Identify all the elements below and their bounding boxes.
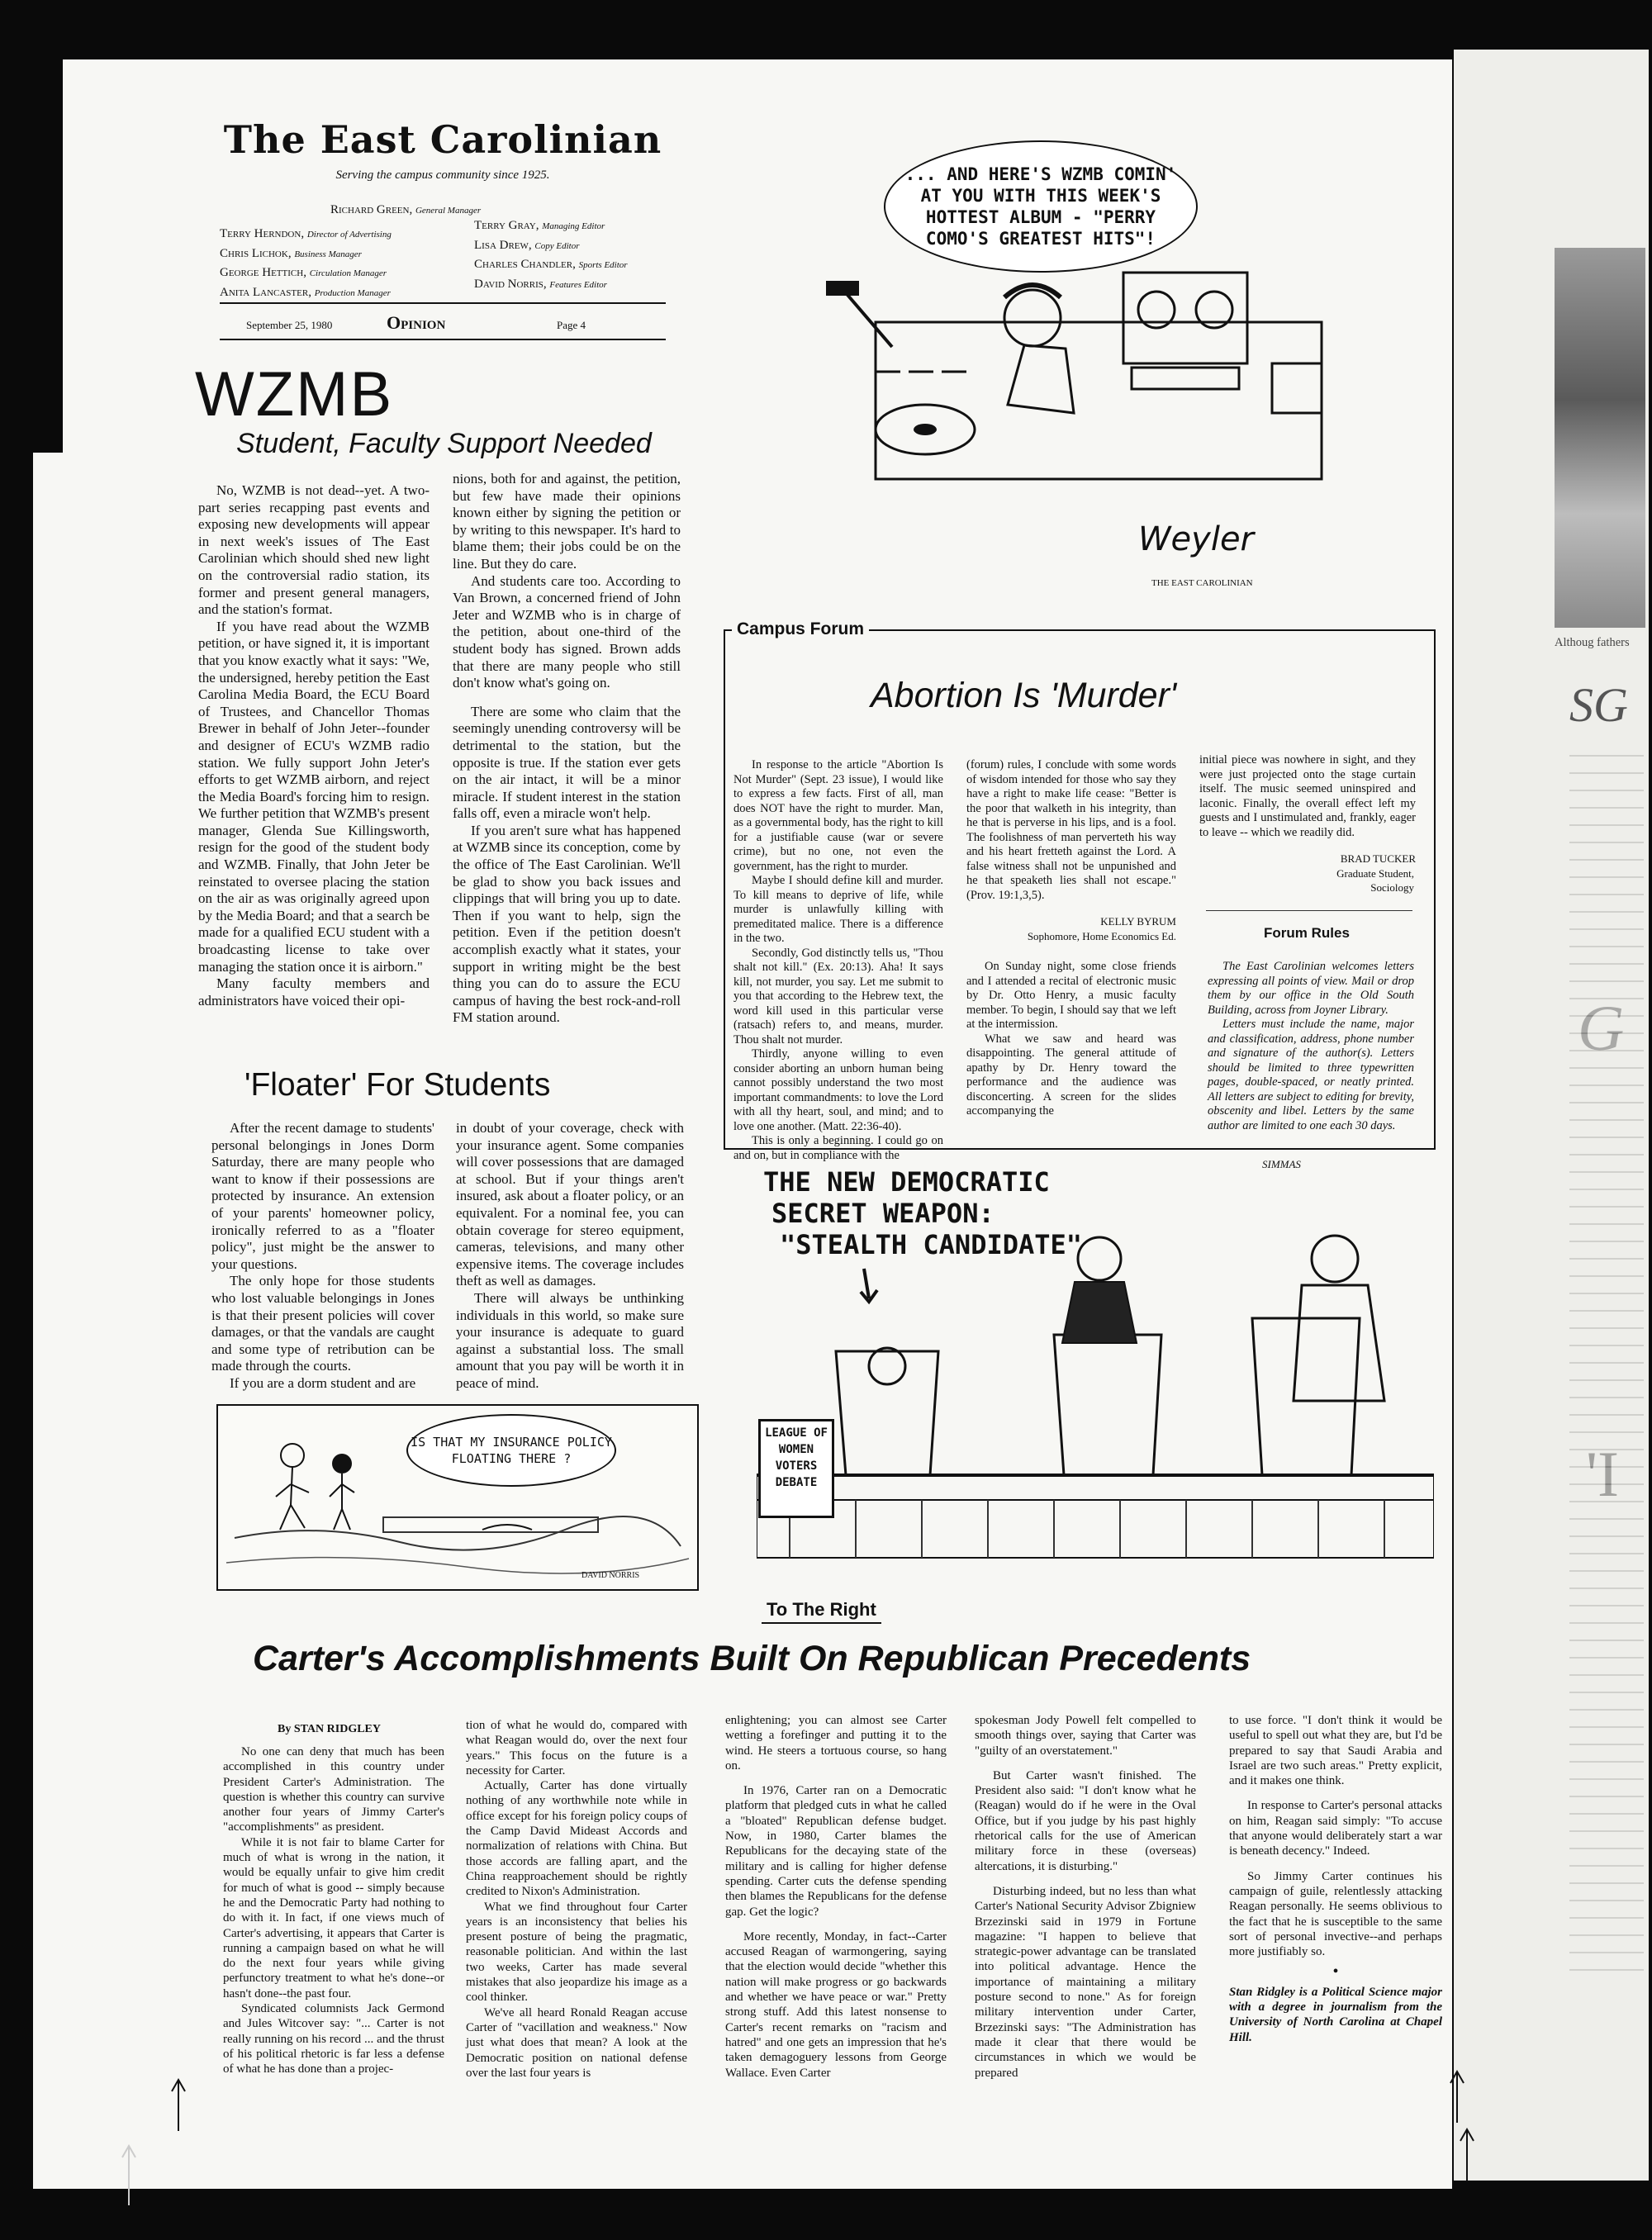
forum-headline: Abortion Is 'Murder': [871, 676, 1177, 715]
masthead-tagline: Serving the campus community since 1925.: [335, 168, 550, 182]
section-title: Opinion: [387, 312, 446, 333]
byline: By STAN RIDGLEY: [278, 1723, 381, 1735]
floater-cartoon-signature: DAVID NORRIS: [582, 1571, 640, 1580]
stealth-cartoon-signature: SIMMAS: [1262, 1158, 1301, 1170]
carter-column-5: to use force. "I don't think it would be useful to spell out what they are, but I'd be prepared to say that Saudi Arabia and Israel are two such areas." Pretty explicit, and it makes one think. In response to Carter's personal attacks on him, Reagan said simply: "To accuse that anyone would deliberately start a war is beneath decency." Indeed. So Jimmy Carter continues his campaign of guile, relentlessly attacking Reagan personally. He seems oblivious to the fact that he is susceptible to the same sort of personal invective--and perhaps more justifiably so. • Stan Ridgley is a Political Science major with a degree in journalism from the University of North Carolina at Chapel Hill.: [1229, 1714, 1442, 2044]
to-the-right-label: To The Right: [762, 1599, 881, 1624]
adjacent-snippet: Althoug fathers: [1555, 636, 1630, 649]
staff-role: General Manager: [415, 206, 482, 216]
adjacent-photo: [1555, 248, 1645, 628]
forum-rules-title: Forum Rules: [1264, 925, 1350, 941]
forum-letter-2: initial piece was nowhere in sight, and they were just projected onto the stage curtain itself. The music seemed uninspired and laconic. Finally, the overall effect left my guests and I unstimulated and, frankly, eager to leave -- which we readily did. BRAD TUCKER Graduate Student, Sociology: [1199, 753, 1416, 894]
wzmb-subhead: Student, Faculty Support Needed: [236, 428, 652, 459]
masthead-rule: [220, 302, 666, 304]
stealth-cartoon-drawing: [757, 1153, 1434, 1583]
masthead-general-manager: Richard Green, General Manager: [330, 203, 482, 216]
forum-letter-1: In response to the article "Abortion Is Not Murder" (Sept. 23 issue), I would like to express a few facts. First of all, man does NOT have the right to murder. Man, as a governmental body, has the right to kill for a justifiable cause (war or severe crime), but no one, not even the government, has the right to murder. Maybe I should define kill and murder. To kill means to deprive of life, while murder is unlawfully killing with premeditated malice. There is a difference in the two. Secondly, God distinctly tells us, "Thou shalt not kill." (Ex. 20:13). Aha! It says kill, not murder, you say. Let me submit to you that according to the Hebrew text, the word kill used in this particular verse (ratsach) refers to, and means, murder. Thou shalt not murder. Thirdly, anyone willing to even consider aborting an unborn human being cannot possibly understand the two most important commandments: to love the Lord with all thy heart, soul, and mind; and to love one another. (Matt. 22:36-40). This is only a beginning. I could go on and on, but in compliance with the: [733, 758, 943, 1162]
floater-column-1: After the recent damage to students' personal belongings in Jones Dorm Saturday, there are many people who want to know if their possessions are protected by insurance. An extension of your parents' homeowner policy, ironically referred to as a "floater policy", just might be the answer to your questions. The only hope for those students who lost valuable belongings in Jones is that their present policies will cover damages, or that the vandals are caught and some type of retribution can be made through the courts. If you are a dorm student and are: [211, 1120, 434, 1391]
carter-column-3: enlightening; you can almost see Carter wetting a forefinger and putting it to the wind. He steers a tortuous course, so hang on. In 1976, Carter ran on a Democratic platform that pledged cuts in what he called a "bloated" Republican defense budget. Now, in 1980, Carter blames the Republicans for the decaying state of the military and is calling for higher defense spending. Carter cuts the defense spending then blames the Republicans for the defense gap. Get the logic? More recently, Monday, in fact--Carter accused Reagan of warmongering, saying that the election would decide "whether this nation will make progress or go backwards and whether we have peace or war." Pretty strong stuff. Add this latest nonsense to Carter's recent remarks on "racism and hatred" and one gets an impression that he's taken demagoguery lessons from George Wallace. Even Carter: [725, 1714, 947, 2080]
floater-cartoon: [216, 1404, 699, 1591]
stealth-cartoon: [757, 1153, 1434, 1583]
page-number: Page 4: [557, 319, 586, 331]
masthead-staff-right: Terry Gray, Managing Editor Lisa Drew, Copy Editor Charles Chandler, Sports Editor David Norris, Features Editor: [474, 219, 628, 291]
wzmb-column-1: No, WZMB is not dead--yet. A two-part series recapping past events and exposing new developments will appear in next week's issues of The East Carolinian which should shed new light on the controversial radio station, its former and present general managers, and the station's format. If you have read about the WZMB petition, or have signed it, it is important that you know exactly what it says: "We, the undersigned, hereby petition the East Carolina Media Board, the ECU Board of Trustees, and Chancellor Thomas Brewer in behalf of John Jeter--founder and designer of ECU's WZMB radio station. We fully support John Jeter's efforts to get WZMB airborn, and reject the Media Board's forcing him to resign. We further petition that WZMB's present manager, Glenda Sue Killingsworth, resign for the good of the student body and WZMB. Finally, that John Jeter be reinstated to oversee placing the station on the air as was originally agreed upon by the Media Board; and that a search be made for a qualified ECU student with a broadcasting license to take over managing the station once it is airborn." Many faculty members and administrators have voiced their opi-: [198, 482, 430, 1008]
scan-margin-markers: [0, 2048, 1652, 2240]
masthead-staff-left: Terry Herndon, Director of Advertising Chris Lichok, Business Manager George Hettich, Circulation Manager Anita Lancaster, Production Manager: [220, 227, 392, 299]
floater-column-2: in doubt of your coverage, check with your insurance agent. Some companies will cover possessions that are damaged at school. But if your things aren't insured, ask about a floater policy, or an equivalent. For a nominal fee, you can obtain coverage for stereo equipment, cameras, televisions, and many other expensive items. The coverage includes theft as well as damages. There will always be unthinking individuals in this world, so make sure your insurance is adequate to guard against a substantial loss. The small amount that you pay will be worth it in peace of mind.: [456, 1120, 684, 1391]
forum-rules-rule: [1206, 910, 1412, 911]
adjacent-text-columns: [1569, 743, 1644, 1982]
floater-headline: 'Floater' For Students: [244, 1067, 551, 1103]
forum-signature-name-2: BRAD TUCKER: [1340, 852, 1416, 865]
radio-cartoon: [793, 132, 1355, 595]
author-bio: Stan Ridgley is a Political Science major with a degree in journalism from the University of North Carolina at Chapel Hill.: [1229, 1985, 1442, 2044]
league-of-women-voters-sign: LEAGUE OF WOMEN VOTERS DEBATE: [758, 1419, 834, 1518]
radio-cartoon-signature: Weyler: [1138, 520, 1254, 558]
forum-letter-1-continued: (forum) rules, I conclude with some words of wisdom intended for those who say they have a right to make life cease: "Better is the poor that walketh in his integrity, than he that is perverse in his lips, and is a fool. The foolishness of man perverteth his way and his heart fretteth against the Lord. A false witness shall not be unpunished and he that speaketh lies shall not escape." (Prov. 19:1,3,5). KELLY BYRUM Sophomore, Home Economics Ed. On Sunday night, some close friends and I attended a recital of electronic music by Dr. Otto Henry, a music faculty member. To begin, I should say that we left at the intermission. What we saw and heard was disappointing. The general attitude of apathy by Dr. Henry toward the performance and the audience was disconcerting. A screen for the slides accompanying the: [966, 758, 1176, 1118]
carter-column-4: spokesman Jody Powell felt compelled to smooth things over, saying that Carter was "guilty of an overstatement." But Carter wasn't finished. The President also said: "I don't know what he (Reagan) would do if he were in the Oval Office, but if you judge by his past highly rhetorical calls for the use of American military force in these (overseas) altercations, it is disturbing." Disturbing indeed, but no less than what Carter's National Security Advisor Zbigniew Brzezinski said in 1979 in Fortune magazine: "I happen to believe that strategic-power advantage can be translated into political advantage. Hence the importance of maintaining a military posture second to none." As for foreign military intervention under Carter, Brzezinski says: "The Administration has made it clear that there would be circumstances in which we would be prepared: [975, 1714, 1196, 2080]
page-edge-notch: [33, 453, 83, 2189]
radio-cartoon-credit: THE EAST CAROLINIAN: [1151, 578, 1253, 588]
carter-headline: Carter's Accomplishments Built On Republican Precedents: [253, 1639, 1251, 1678]
forum-signature-name: KELLY BYRUM: [1100, 915, 1176, 928]
masthead-title: The East Carolinian: [223, 117, 662, 162]
campus-forum-label: Campus Forum: [732, 619, 869, 639]
forum-signature-title: Sophomore, Home Economics Ed.: [1027, 929, 1176, 942]
adjacent-heading-1: SG: [1569, 678, 1628, 732]
radio-speech-bubble: ... AND HERE'S WZMB COMIN' AT YOU WITH THIS WEEK'S HOTTEST ALBUM - "PERRY COMO'S GREATEST HITS"!: [884, 140, 1198, 273]
wzmb-headline: WZMB: [195, 359, 394, 429]
forum-signature-title-2: Graduate Student, Sociology: [1336, 866, 1414, 894]
forum-rules-text: The East Carolinian welcomes letters expressing all points of view. Mail or drop them by our office in the Old South Building, across from Joyner Library. Letters must include the name, major and classification, address, phone number and signature of the author(s). Letters should be limited to three typewritten pages, double-spaced, or neatly printed. All letters are subject to editing for brevity, obscenity and libel. Letters by the same author are limited to one each 30 days.: [1208, 960, 1414, 1132]
section-rule: [220, 339, 666, 340]
stealth-cartoon-caption: THE NEW DEMOCRATIC SECRET WEAPON: "STEALTH CANDIDATE": [763, 1166, 1083, 1260]
issue-date: September 25, 1980: [246, 319, 333, 331]
staff-name: Richard Green: [330, 203, 410, 216]
wzmb-column-2: nions, both for and against, the petition, but few have made their opinions known either by signing the petition or by writing to this newspaper. It's hard to blame them; their jobs could be on the line. But they do care. And students care too. According to Van Brown, a concerned friend of John Jeter and WZMB who is in charge of the petition, about one-third of the student body has signed. Brown adds that there are many people who still don't know what's going on. There are some who claim that the seemingly unending controversy will be detrimental to the station, but the opposite is true. If the station ever gets on the air intact, it will be a minor miracle. If student interest in the station falls off, even a miracle won't help. If you aren't sure what has happened at WZMB since its conception, come by the office of The East Carolinian. We'll be glad to show you back issues and clippings that will bring you up to date. Then if you want to help, sign the petition. Even if the petition doesn't accomplish exactly what it states, your support in writing might be the best thing you can do to assure the ECU campus of having the best rock-and-roll FM station around.: [453, 471, 681, 1026]
carter-column-1: No one can deny that much has been accomplished in this country under President Carter's Administration. The question is whether this country can survive another four years of Jimmy Carter's "accomplishments" as president. While it is not fair to blame Carter for much of what is wrong in the nation, it would be equally unfair to give him credit for much of what is good -- simply because he and the Democratic Party had nothing to do with it. In fact, if one views much of Carter's advertising, it appears that Carter is running a campaign based on what he will do the next four years while giving perfunctory treatment to what he's done--or hasn't done--the past four. Syndicated columnists Jack Germond and Jules Witcover say: "... Carter is not really running on his record ... and the thrust of his political rhetoric is far less a defense of what he has done than a projec-: [223, 1745, 444, 2076]
carter-column-2: tion of what he would do, compared with what Reagan would do, over the next four years." This focus on the future is a necessity for Carter. Actually, Carter has done virtually nothing of any worthwhile note while in office except for his foreign policy coups of the Camp David Mideast Accords and normalization of relations with China. But those accords are falling apart, and the China reapproachement should be rightly credited to Nixon's Administration. What we find throughout four Carter years is an inconsistency that belies his present posture of being the pragmatic, reasonable politician. And within the last two weeks, Carter has made several mistakes that also jeopardize his image as a cool thinker. We've all heard Ronald Reagan accuse Carter of "vacillation and weakness." Now just what does that mean? A look at the Democratic position on national defense over the last four years is: [466, 1719, 687, 2080]
floater-speech-bubble: IS THAT MY INSURANCE POLICY FLOATING THERE ?: [406, 1414, 616, 1487]
